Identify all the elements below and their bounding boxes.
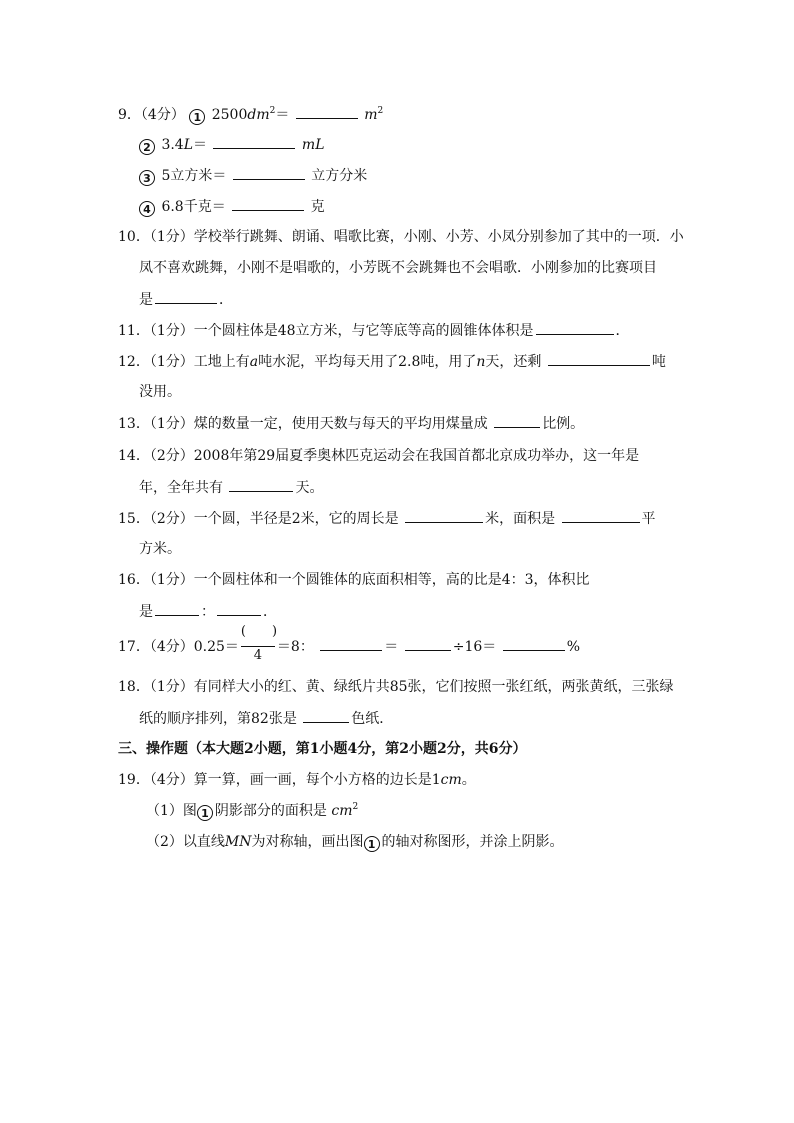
section-heading: 三、操作题（本大题2小题，第1小题4分，第2小题2分，共6分） — [118, 741, 527, 757]
answer-blank[interactable] — [405, 636, 451, 651]
answer-blank[interactable] — [155, 289, 217, 304]
answer-blank[interactable] — [296, 104, 358, 119]
question-9-part3: 3 5立方米＝ 立方分米 — [139, 165, 367, 186]
question-12-line1: 12．（1分）工地上有a吨水泥，平均每天用了2.8吨，用了n天，还剩 吨 — [118, 351, 666, 372]
question-11: 11．（1分）一个圆柱体是48立方米，与它等底等高的圆锥体体积是 ． — [118, 320, 630, 341]
circled-number-1: 1 — [364, 836, 380, 852]
question-9-part2: 2 3.4L＝ mL — [139, 134, 325, 155]
question-10-line2: 凤不喜欢跳舞，小刚不是唱歌的，小芳既不会跳舞也不会唱歌．小刚参加的比赛项目 — [139, 260, 657, 276]
question-17: 17．（4分）0.25＝ $\frac{( )}{4}$ ＝8： ＝ ÷16＝ % — [118, 624, 581, 663]
answer-blank[interactable] — [303, 708, 349, 723]
question-15-line2: 方米。 — [139, 541, 181, 557]
question-10-line1: 10．（1分）学校举行跳舞、朗诵、唱歌比赛，小刚、小芳、小凤分别参加了其中的一项．小 — [118, 229, 684, 245]
answer-blank[interactable] — [217, 601, 261, 616]
question-18-line1: 18．（1分）有同样大小的红、黄、绿纸片共85张，它们按照一张红纸，两张黄纸，三张绿 — [118, 679, 674, 695]
answer-blank[interactable] — [548, 351, 650, 366]
fraction: $\frac{( )}{4}$ — [240, 624, 278, 663]
answer-blank[interactable] — [232, 196, 304, 211]
circled-number-1: 1 — [197, 805, 213, 821]
answer-blank[interactable] — [562, 508, 640, 523]
question-10-line3: 是 ． — [139, 289, 233, 310]
question-number: 9．（4分） — [118, 107, 185, 123]
circled-number-1: 1 — [189, 109, 205, 125]
question-15-line1: 15．（2分）一个圆，半径是2米，它的周长是 米，面积是 平 — [118, 508, 656, 529]
question-13: 13．（1分）煤的数量一定，使用天数与每天的平均用煤量成 比例。 — [118, 413, 584, 434]
question-12-line2: 没用。 — [139, 384, 181, 400]
answer-blank[interactable] — [503, 636, 565, 651]
question-9-part1: 9．（4分） 1 $2500dm^2= m^2$ — [118, 106, 384, 124]
answer-blank[interactable] — [405, 508, 483, 523]
answer-blank[interactable] — [229, 477, 293, 492]
question-16-line1: 16．（1分）一个圆柱体和一个圆锥体的底面积相等，高的比是4：3，体积比 — [118, 572, 590, 588]
question-19-subpart1: （1）图 1 阴影部分的面积是 $cm^2$ — [146, 802, 359, 820]
question-18-line2: 纸的顺序排列，第82张是 色纸． — [139, 708, 393, 729]
question-19-subpart2: （2）以直线MN为对称轴，画出图 1 的轴对称图形，并涂上阴影。 — [146, 834, 564, 851]
circled-number-4: 4 — [139, 201, 155, 217]
answer-blank[interactable] — [233, 165, 305, 180]
question-19: 19．（4分）算一算，画一画，每个小方格的边长是1cm。 — [118, 772, 476, 788]
answer-blank[interactable] — [536, 320, 614, 335]
answer-blank[interactable] — [320, 636, 382, 651]
question-14-line2: 年，全年共有 天。 — [139, 477, 323, 498]
answer-blank[interactable] — [213, 134, 295, 149]
question-16-line2: 是 ： ． — [139, 601, 277, 622]
circled-number-2: 2 — [139, 139, 155, 155]
question-9-part4: 4 6.8千克＝ 克 — [139, 196, 325, 217]
answer-blank[interactable] — [494, 413, 540, 428]
question-14-line1: 14．（2分）2008年第29届夏季奥林匹克运动会在我国首都北京成功举办，这一年是 — [118, 448, 640, 464]
circled-number-3: 3 — [139, 170, 155, 186]
answer-blank[interactable] — [155, 601, 199, 616]
